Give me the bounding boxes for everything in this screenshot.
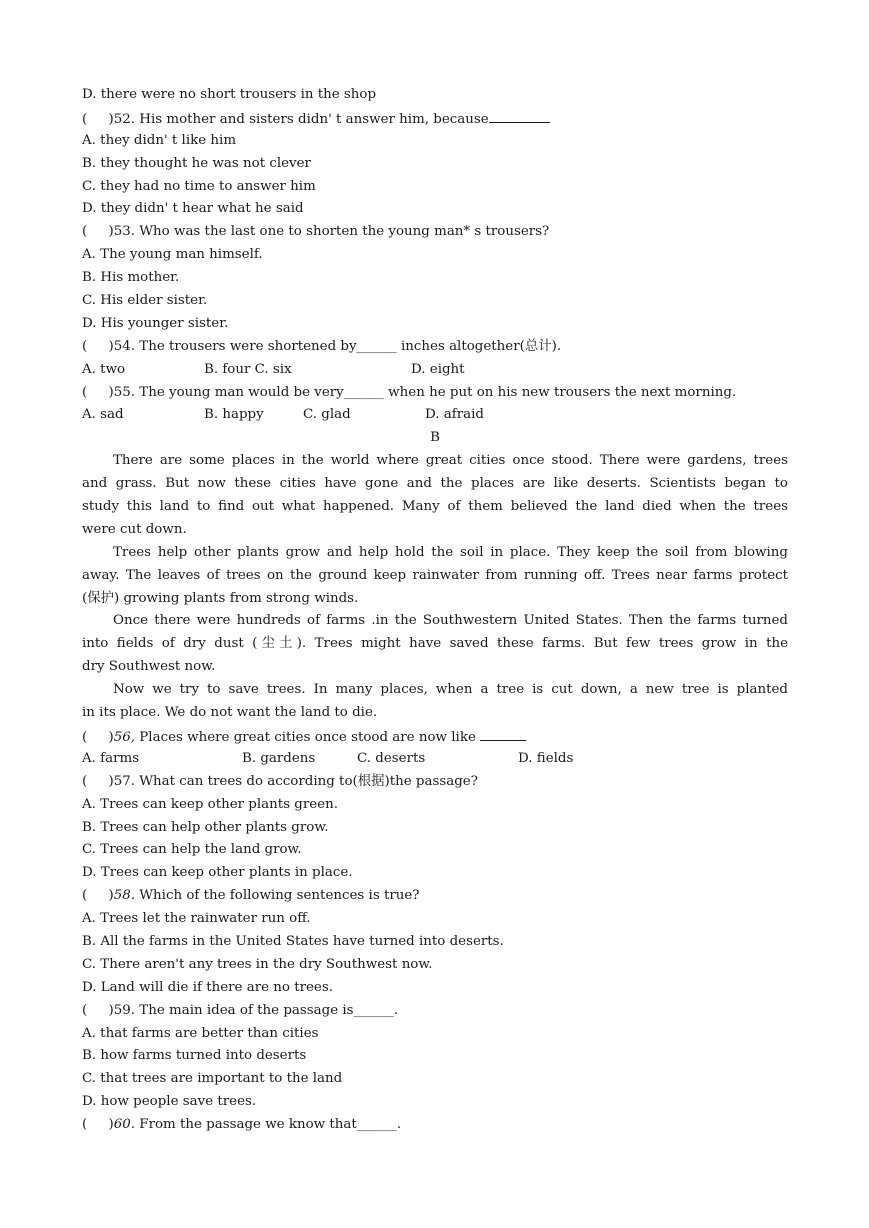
option-53-d: D. His younger sister. xyxy=(82,315,229,331)
question-52-text: ( )52. His mother and sisters didn' t answer him, because xyxy=(82,111,489,127)
question-paren: ( ) xyxy=(82,729,114,745)
answer-blank xyxy=(489,107,550,123)
question-number: 58. xyxy=(113,888,136,904)
passage-line: Once there were hundreds of farms .in the Southwestern United States. Then the farms turned xyxy=(113,613,788,629)
option-57-a: A. Trees can keep other plants green. xyxy=(82,796,338,812)
question-58-text: Which of the following sentences is true? xyxy=(135,888,420,904)
option-58-d: D. Land will die if there are no trees. xyxy=(82,979,333,995)
question-53: ( )53. Who was the last one to shorten the young man* s trousers? xyxy=(82,224,550,240)
option-53-b: B. His mother. xyxy=(82,270,180,286)
option-57-d: D. Trees can keep other plants in place. xyxy=(82,865,353,881)
option-54-bc: B. four C. six xyxy=(204,361,292,377)
option-54-d: D. eight xyxy=(411,361,465,377)
option-59-b: B. how farms turned into deserts xyxy=(82,1048,307,1064)
question-number: 60. xyxy=(113,1117,136,1133)
option-59-c: C. that trees are important to the land xyxy=(82,1071,343,1087)
question-52 xyxy=(82,107,788,130)
option-56-d: D. fields xyxy=(518,750,574,766)
option-59-d: D. how people save trees. xyxy=(82,1094,257,1110)
question-60 xyxy=(82,1114,788,1137)
option-56-c: C. deserts xyxy=(357,750,426,766)
option-51-d: D. there were no short trousers in the shop xyxy=(82,87,377,102)
option-55-d: D. afraid xyxy=(425,407,484,423)
option-58-b: B. All the farms in the United States have turned into deserts. xyxy=(82,933,504,949)
question-number: 56, xyxy=(113,729,136,745)
option-55-b: B. happy xyxy=(204,407,264,423)
question-paren: ( ) xyxy=(82,888,114,904)
option-55-c: C. glad xyxy=(303,407,351,423)
option-52-a: A. they didn' t like him xyxy=(82,132,237,148)
passage-line: were cut down. xyxy=(82,521,187,537)
option-56-b: B. gardens xyxy=(242,750,316,766)
question-59: ( )59. The main idea of the passage is______. xyxy=(82,1002,398,1018)
question-54: ( )54. The trousers were shortened by______ inches altogether(总计). xyxy=(82,338,562,354)
question-56-text: Places where great cities once stood are now like xyxy=(135,729,481,745)
option-53-a: A. The young man himself. xyxy=(82,247,263,263)
passage-line: Trees help other plants grow and help hold the soil in place. They keep the soil from blowing xyxy=(113,544,788,560)
document-content xyxy=(82,84,788,1137)
passage-line: away. The leaves of trees on the ground keep rainwater from running off. Trees near farms protect xyxy=(82,567,788,583)
passage-line: in its place. We do not want the land to die. xyxy=(82,705,378,721)
option-56-a: A. farms xyxy=(82,750,140,766)
passage-line: dry Southwest now. xyxy=(82,659,216,675)
option-55-a: A. sad xyxy=(82,407,124,423)
question-60-text: From the passage we know that______. xyxy=(135,1117,402,1133)
options-56 xyxy=(82,748,788,771)
question-paren: ( ) xyxy=(82,1117,114,1133)
option-52-c: C. they had no time to answer him xyxy=(82,178,316,194)
passage-line: Now we try to save trees. In many places, when a tree is cut down, a new tree is planted xyxy=(113,682,788,698)
option-54-a: A. two xyxy=(82,361,126,377)
passage-line: (保护) growing plants from strong winds. xyxy=(82,590,359,606)
option-57-b: B. Trees can help other plants grow. xyxy=(82,819,329,835)
option-52-d: D. they didn' t hear what he said xyxy=(82,201,304,217)
question-57: ( )57. What can trees do according to(根据)the passage? xyxy=(82,773,478,789)
passage-line: and grass. But now these cities have gone and the places are like deserts. Scientists began to xyxy=(82,476,788,492)
option-59-a: A. that farms are better than cities xyxy=(82,1025,319,1041)
option-52-b: B. they thought he was not clever xyxy=(82,155,311,171)
passage-line: study this land to find out what happened. Many of them believed the land died when the trees xyxy=(82,499,788,515)
option-53-c: C. His elder sister. xyxy=(82,293,208,309)
option-57-c: C. Trees can help the land grow. xyxy=(82,842,302,858)
question-58 xyxy=(82,885,788,908)
options-55 xyxy=(82,404,788,427)
question-55: ( )55. The young man would be very______ when he put on his new trousers the next morning. xyxy=(82,384,737,400)
option-58-c: C. There aren't any trees in the dry Southwest now. xyxy=(82,956,433,972)
answer-blank xyxy=(480,725,526,741)
section-heading-b: B xyxy=(430,430,440,446)
passage-line: into fields of dry dust (尘土). Trees might have saved these farms. But few trees grow in the xyxy=(82,636,788,652)
passage-line: There are some places in the world where great cities once stood. There were gardens, trees xyxy=(113,453,788,469)
question-56 xyxy=(82,725,788,748)
options-54 xyxy=(82,359,788,382)
option-58-a: A. Trees let the rainwater run off. xyxy=(82,911,311,927)
